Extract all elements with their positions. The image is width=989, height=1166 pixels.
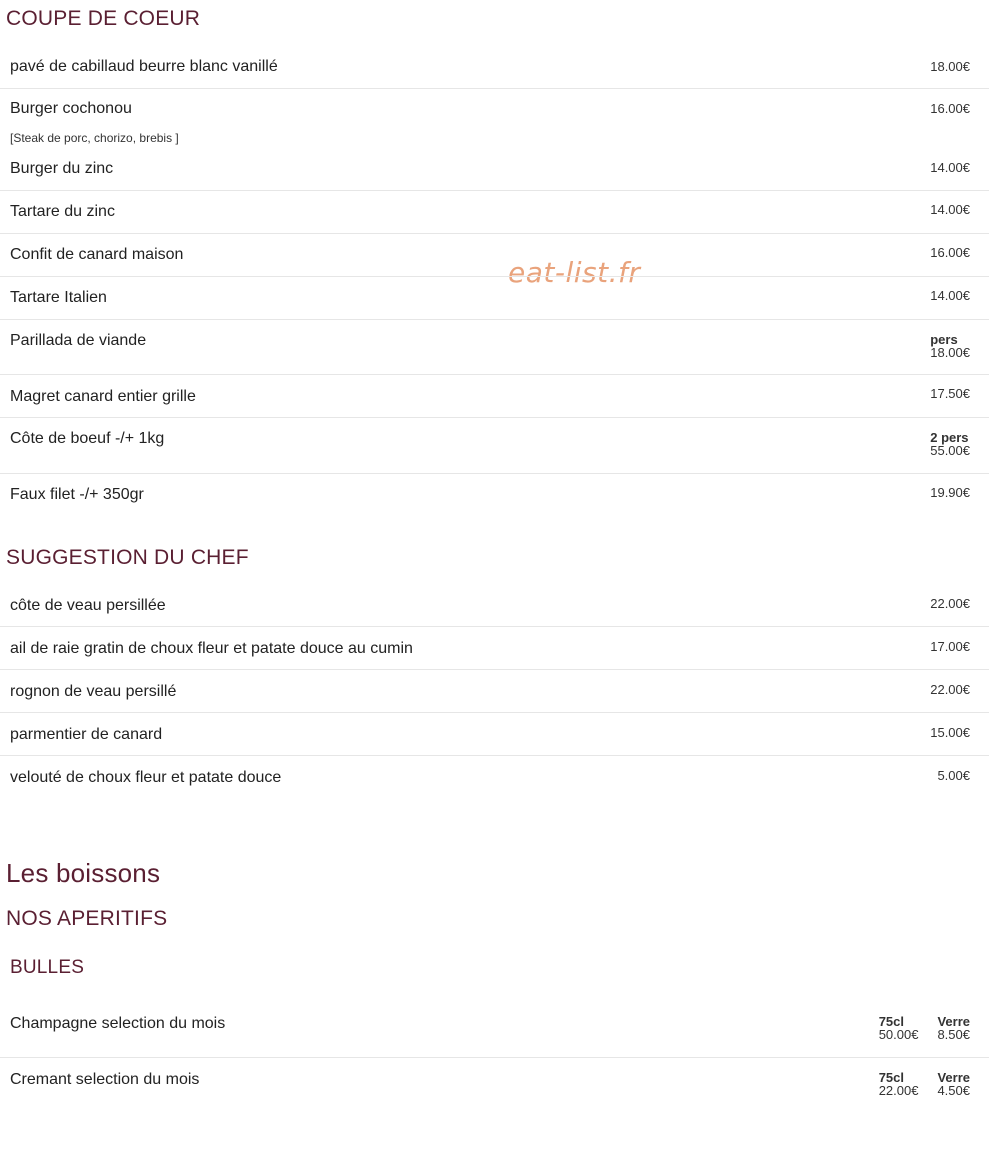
item-price: 14.00€ bbox=[930, 160, 970, 175]
item-price: 16.00€ bbox=[930, 245, 970, 260]
item-price: 14.00€ bbox=[930, 288, 970, 303]
item-name: Burger cochonou bbox=[10, 100, 132, 117]
item-price: 15.00€ bbox=[930, 725, 970, 740]
section-title-coupe: COUPE DE COEUR bbox=[6, 7, 201, 30]
item-note: [Steak de porc, chorizo, brebis ] bbox=[10, 131, 179, 145]
menu-item bbox=[0, 670, 989, 713]
item-price: 16.00€ bbox=[930, 101, 970, 116]
item-price: pers 18.00€ bbox=[930, 332, 970, 360]
item-price: 18.00€ bbox=[930, 59, 970, 74]
section-title-boissons: Les boissons bbox=[6, 858, 161, 888]
item-price: 17.00€ bbox=[930, 639, 970, 654]
item-name: Tartare du zinc bbox=[10, 203, 115, 220]
menu-item bbox=[0, 1000, 989, 1058]
item-price: 17.50€ bbox=[930, 386, 970, 401]
menu-item bbox=[0, 277, 989, 320]
item-price-pair bbox=[879, 1015, 970, 1041]
menu-item bbox=[0, 1058, 989, 1114]
section-title-bulles: BULLES bbox=[10, 957, 85, 978]
item-name: côte de veau persillée bbox=[10, 597, 166, 614]
item-name: Tartare Italien bbox=[10, 289, 107, 306]
glass-price: Verre 8.50€ bbox=[937, 1014, 970, 1042]
item-price: 5.00€ bbox=[937, 768, 970, 783]
item-price-pair bbox=[879, 1071, 970, 1097]
item-price: 2 pers 55.00€ bbox=[930, 430, 970, 458]
bottle-price: 75cl 50.00€ bbox=[878, 1014, 919, 1042]
menu-item bbox=[0, 149, 989, 191]
section-title-suggestion: SUGGESTION DU CHEF bbox=[6, 546, 249, 569]
item-name: parmentier de canard bbox=[10, 726, 163, 743]
section-title-aperitifs: NOS APERITIFS bbox=[6, 907, 168, 930]
item-name: Parillada de viande bbox=[10, 332, 147, 349]
item-name: Burger du zinc bbox=[10, 160, 114, 177]
item-price: 22.00€ bbox=[930, 682, 970, 697]
menu-item bbox=[0, 627, 989, 670]
item-name: Faux filet -/+ 350gr bbox=[10, 486, 144, 503]
menu-item bbox=[0, 320, 989, 375]
item-price: 14.00€ bbox=[930, 202, 970, 217]
menu-item bbox=[0, 375, 989, 418]
menu-item bbox=[0, 585, 989, 627]
item-name: Magret canard entier grille bbox=[10, 388, 196, 405]
watermark: eat-list.fr bbox=[508, 256, 641, 289]
item-name: velouté de choux fleur et patate douce bbox=[10, 769, 282, 786]
menu-item bbox=[0, 89, 989, 149]
menu-item bbox=[0, 418, 989, 474]
item-name: Champagne selection du mois bbox=[10, 1015, 226, 1032]
item-name: Confit de canard maison bbox=[10, 246, 184, 263]
item-price: 19.90€ bbox=[930, 485, 970, 500]
glass-price: Verre 4.50€ bbox=[937, 1070, 970, 1098]
menu-item bbox=[0, 474, 989, 518]
item-name: ail de raie gratin de choux fleur et patate douce au cumin bbox=[10, 640, 413, 657]
item-name: Côte de boeuf -/+ 1kg bbox=[10, 430, 165, 447]
item-price: 22.00€ bbox=[930, 596, 970, 611]
menu-item bbox=[0, 191, 989, 234]
menu-item bbox=[0, 234, 989, 277]
menu-item bbox=[0, 713, 989, 756]
item-name: pavé de cabillaud beurre blanc vanillé bbox=[10, 58, 278, 75]
menu-item bbox=[0, 756, 989, 800]
item-name: rognon de veau persillé bbox=[10, 683, 177, 700]
bottle-price: 75cl 22.00€ bbox=[878, 1070, 919, 1098]
menu-item bbox=[0, 46, 989, 89]
item-name: Cremant selection du mois bbox=[10, 1071, 200, 1088]
